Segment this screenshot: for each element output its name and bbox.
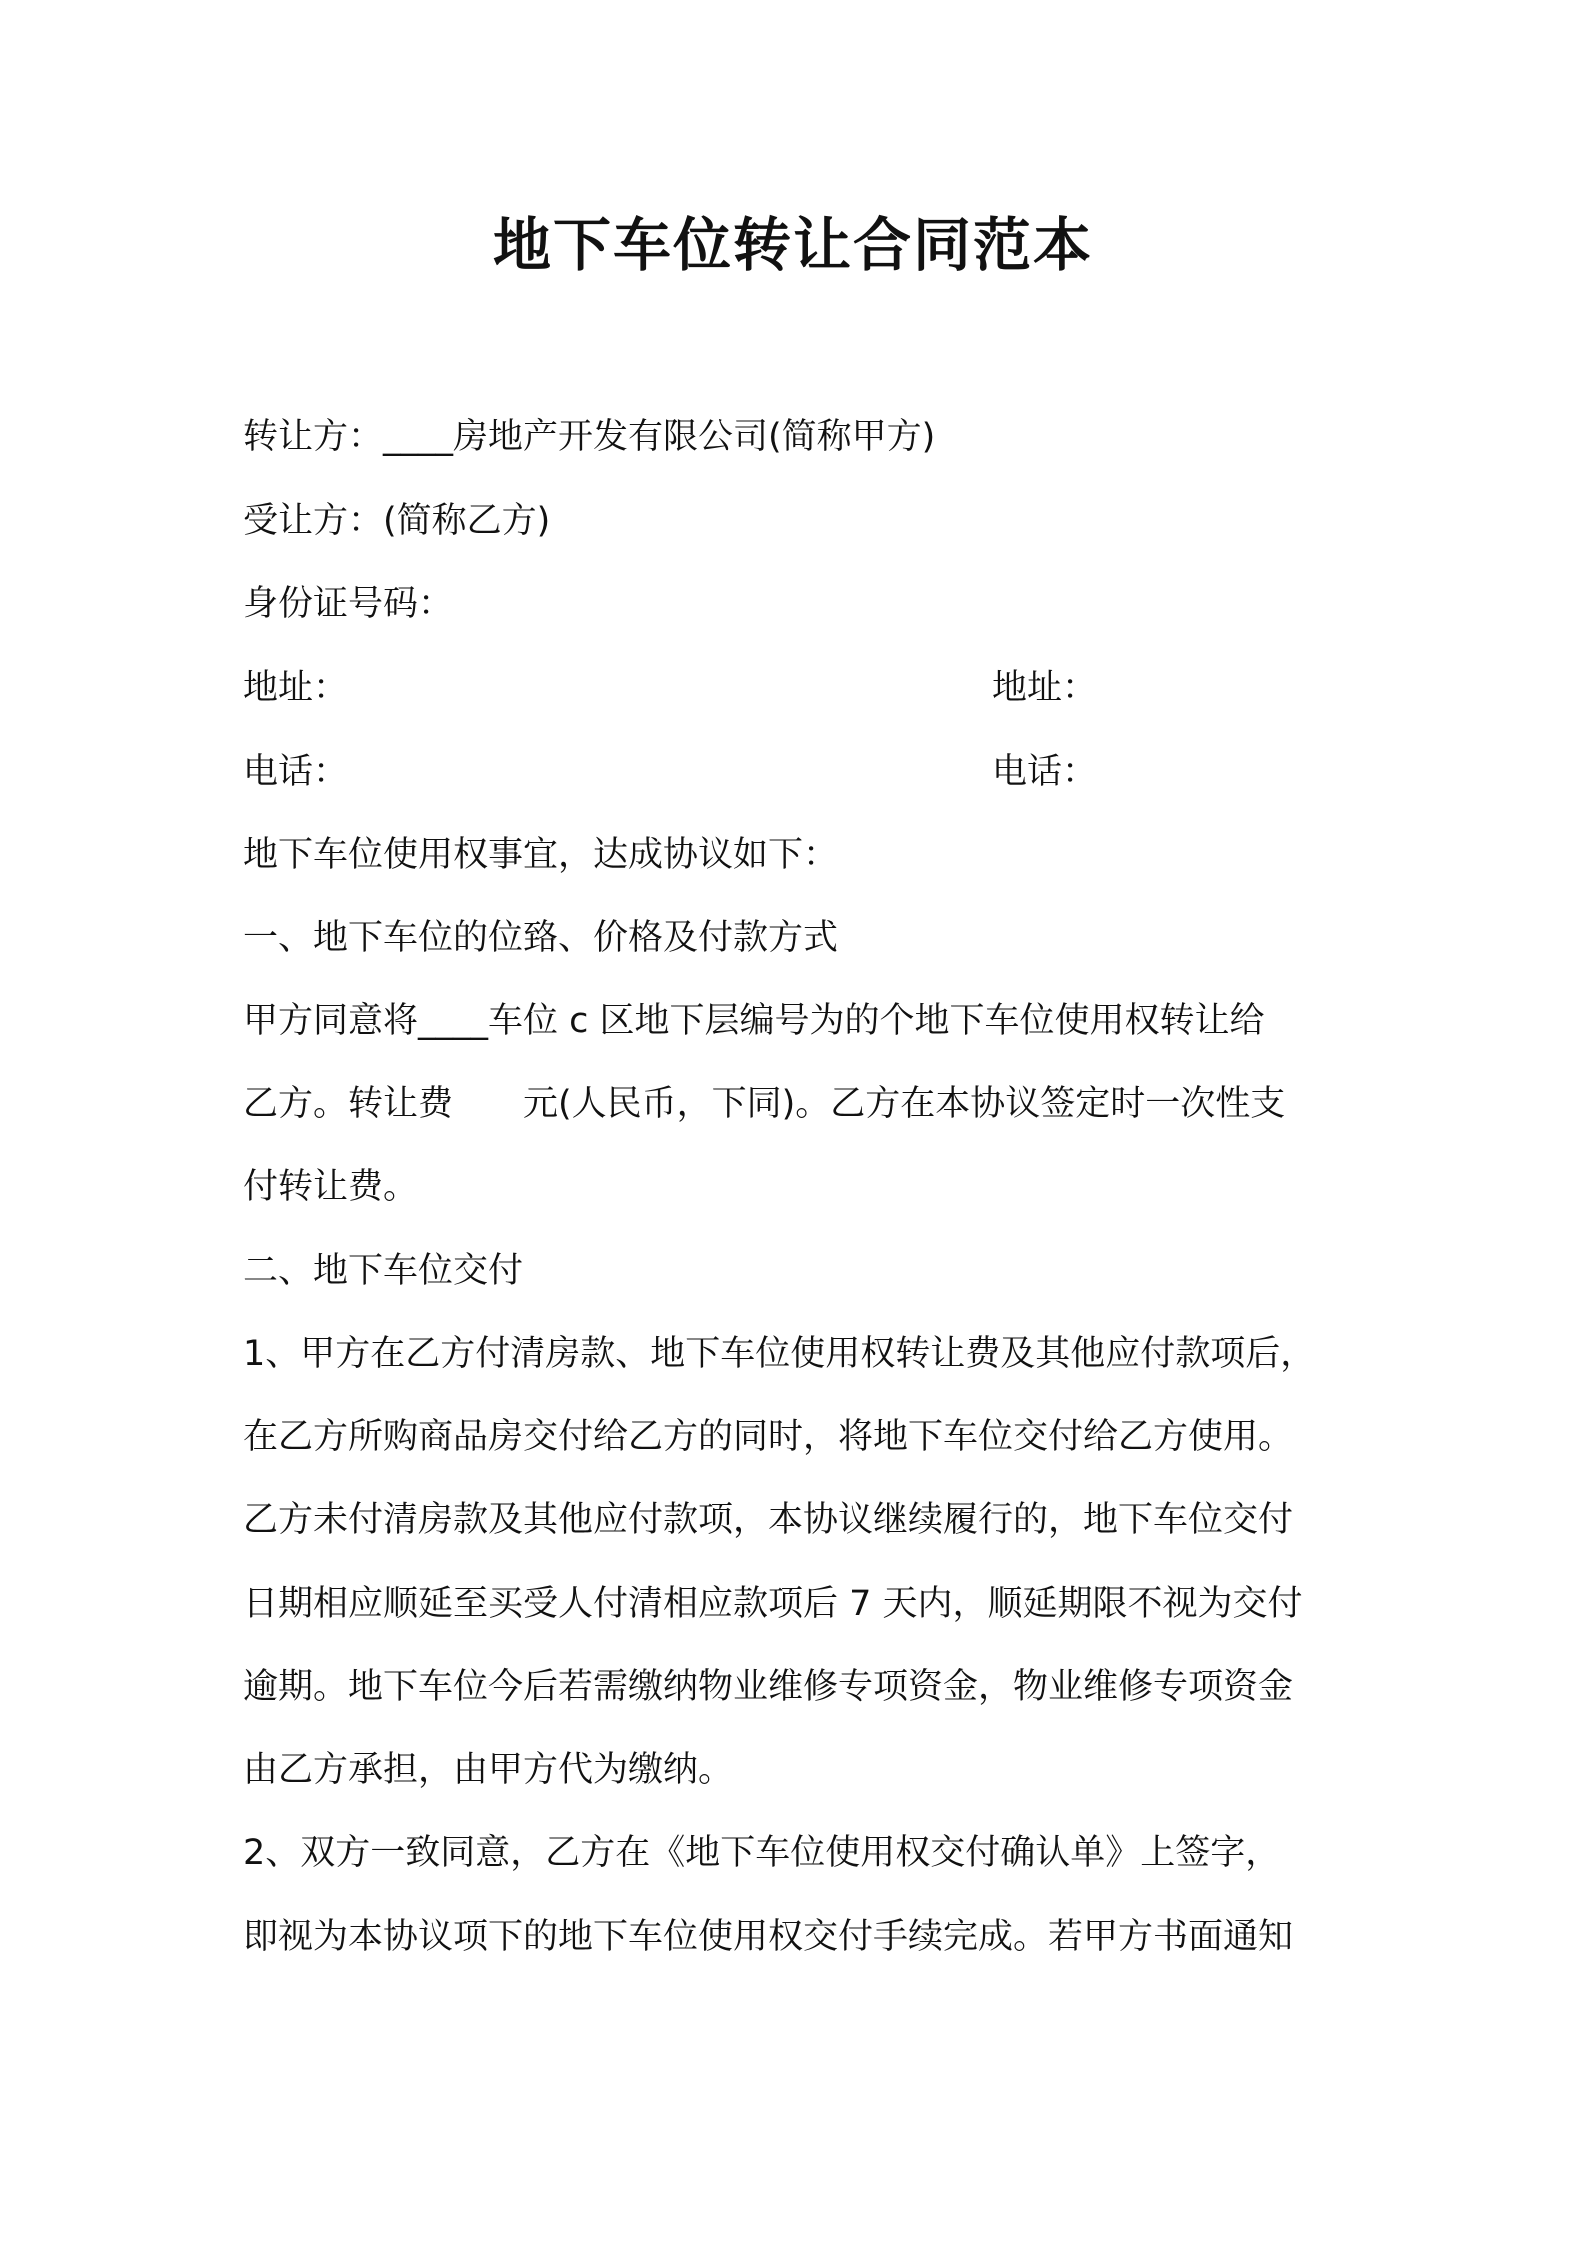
section2-heading: 二、地下车位交付 <box>243 1251 524 1291</box>
paragraph-line: 在乙方所购商品房交付给乙方的同时，将地下车位交付给乙方使用。 <box>243 1417 1294 1457</box>
address-right: 地址： <box>992 668 1098 708</box>
paragraph-line: 2、双方一致同意，乙方在《地下车位使用权交付确认单》上签字， <box>243 1833 1281 1873</box>
paragraph-line: 甲方同意将____车位 c 区地下层编号为的个地下车位使用权转让给 <box>243 1001 1265 1041</box>
document-title: 地下车位转让合同范本 <box>492 211 1093 279</box>
transferor-line: 转让方：____房地产开发有限公司(简称甲方) <box>243 417 936 457</box>
address-left: 地址： <box>243 668 349 708</box>
paragraph-line: 付转让费。 <box>243 1167 419 1207</box>
phone-right: 电话： <box>992 752 1098 792</box>
paragraph-line: 即视为本协议项下的地下车位使用权交付手续完成。若甲方书面通知 <box>243 1917 1294 1957</box>
id-number-line: 身份证号码： <box>243 584 454 624</box>
paragraph-line: 乙方。转让费 元(人民币，下同)。乙方在本协议签定时一次性支 <box>243 1084 1286 1124</box>
phone-left: 电话： <box>243 752 349 792</box>
section1-heading: 一、地下车位的位臵、价格及付款方式 <box>243 918 839 958</box>
paragraph-line: 日期相应顺延至买受人付清相应款项后 7 天内，顺延期限不视为交付 <box>243 1584 1303 1624</box>
transferee-line: 受让方：(简称乙方) <box>243 501 551 541</box>
paragraph-line: 乙方未付清房款及其他应付款项，本协议继续履行的，地下车位交付 <box>243 1500 1294 1540</box>
intro-line: 地下车位使用权事宜，达成协议如下： <box>243 835 839 875</box>
paragraph-line: 1、甲方在乙方付清房款、地下车位使用权转让费及其他应付款项后， <box>243 1334 1316 1374</box>
paragraph-line: 逾期。地下车位今后若需缴纳物业维修专项资金，物业维修专项资金 <box>243 1667 1294 1707</box>
paragraph-line: 由乙方承担，由甲方代为缴纳。 <box>243 1750 734 1790</box>
